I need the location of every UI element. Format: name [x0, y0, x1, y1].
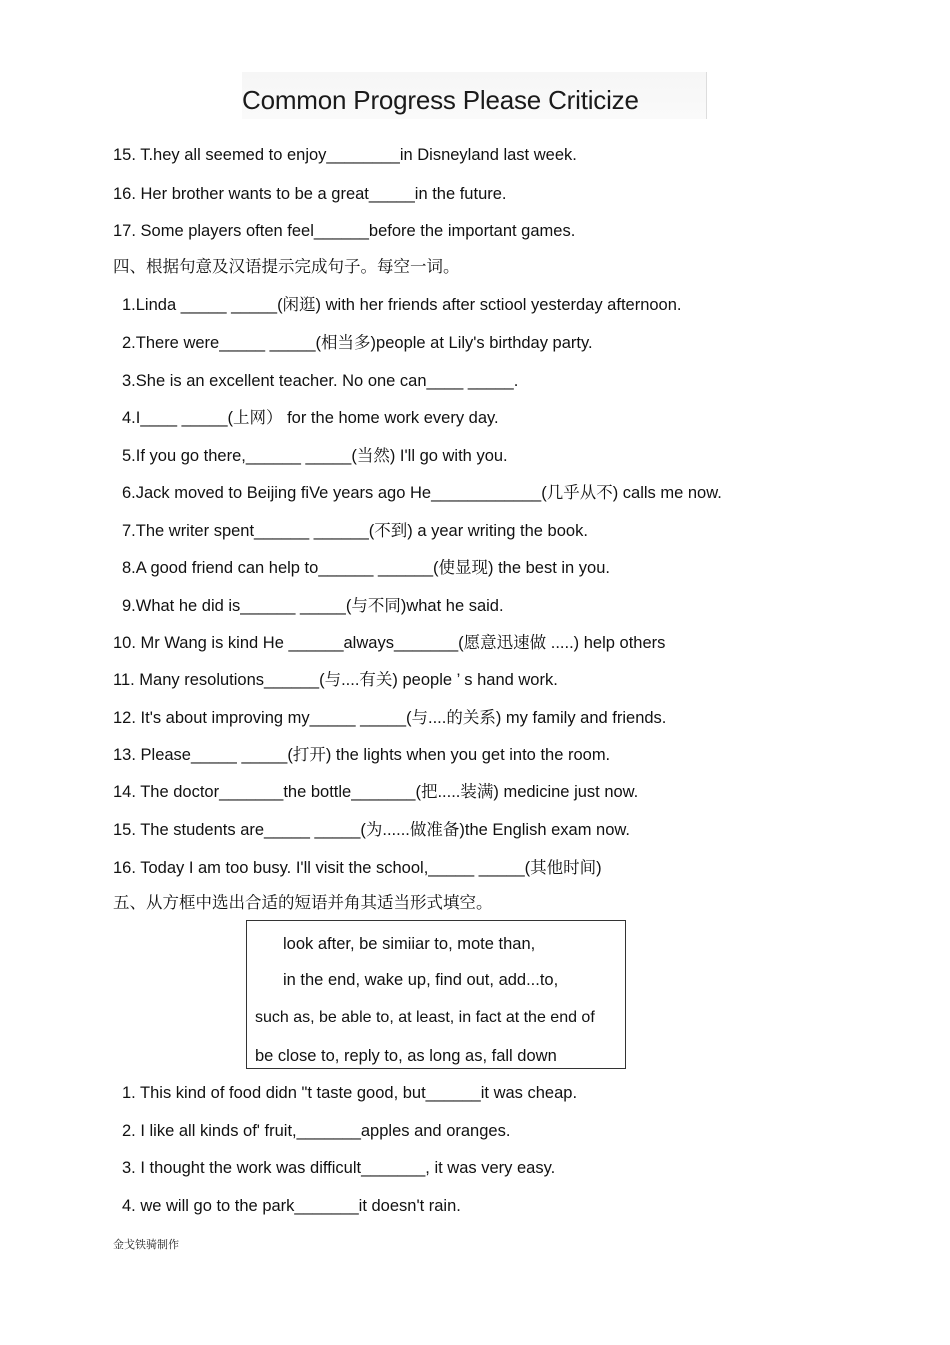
question-line: 8.A good friend can help to______ ______(使显现) the best in you.: [122, 559, 610, 577]
question-line: 2. I like all kinds of' fruit,_______apples and oranges.: [122, 1122, 511, 1140]
phrase-line: be close to, reply to, as long as, fall down: [255, 1047, 557, 1065]
footer-text: 金戈铁骑制作: [113, 1238, 179, 1251]
question-line: 1.Linda _____ _____(闲逛) with her friends after sctiool yesterday afternoon.: [122, 296, 682, 314]
question-line: 1. This kind of food didn "t taste good, but______it was cheap.: [122, 1084, 578, 1102]
question-line: 17. Some players often feel______before the important games.: [113, 222, 576, 240]
question-line: 15. The students are_____ _____(为......做准备)the English exam now.: [113, 821, 630, 839]
question-line: 3.She is an excellent teacher. No one can____ _____.: [122, 372, 519, 390]
question-line: 15. T.hey all seemed to enjoy________in Disneyland last week.: [113, 146, 577, 164]
section-heading: 四、根据句意及汉语提示完成句子。每空一词。: [113, 257, 460, 276]
section-heading: 五、从方框中选出合适的短语并角其适当形式填空。: [113, 893, 493, 912]
question-line: 13. Please_____ _____(打开) the lights when you get into the room.: [113, 746, 611, 764]
question-line: 14. The doctor_______the bottle_______(把.....装满) medicine just now.: [113, 783, 639, 801]
question-line: 10. Mr Wang is kind He ______always_______(愿意迅速做 .....) help others: [113, 634, 666, 652]
question-line: 12. It's about improving my_____ _____(与....的关系) my family and friends.: [113, 709, 667, 727]
question-line: 4.I____ _____(上网） for the home work every day.: [122, 409, 499, 427]
phrase-line: look after, be simiiar to, mote than,: [283, 935, 536, 953]
question-line: 16. Today I am too busy. I'll visit the school,_____ _____(其他时间): [113, 859, 602, 877]
question-line: 6.Jack moved to Beijing fiVe years ago He____________(几乎从不) calls me now.: [122, 484, 722, 502]
question-line: 7.The writer spent______ ______(不到) a year writing the book.: [122, 522, 588, 540]
phrase-line: such as, be able to, at least, in fact at the end of: [255, 1009, 595, 1026]
question-line: 5.If you go there,______ _____(当然) I'll go with you.: [122, 447, 508, 465]
question-line: 4. we will go to the park_______it doesn't rain.: [122, 1197, 461, 1215]
question-line: 16. Her brother wants to be a great_____in the future.: [113, 185, 507, 203]
question-line: 2.There were_____ _____(相当多)people at Lily's birthday party.: [122, 334, 593, 352]
phrase-line: in the end, wake up, find out, add...to,: [283, 971, 559, 989]
page-title: Common Progress Please Criticize: [242, 85, 639, 115]
question-line: 11. Many resolutions______(与....有关) people ’ s hand work.: [113, 671, 558, 689]
question-line: 9.What he did is______ _____(与不同)what he said.: [122, 597, 504, 615]
question-line: 3. I thought the work was difficult_______, it was very easy.: [122, 1159, 556, 1177]
